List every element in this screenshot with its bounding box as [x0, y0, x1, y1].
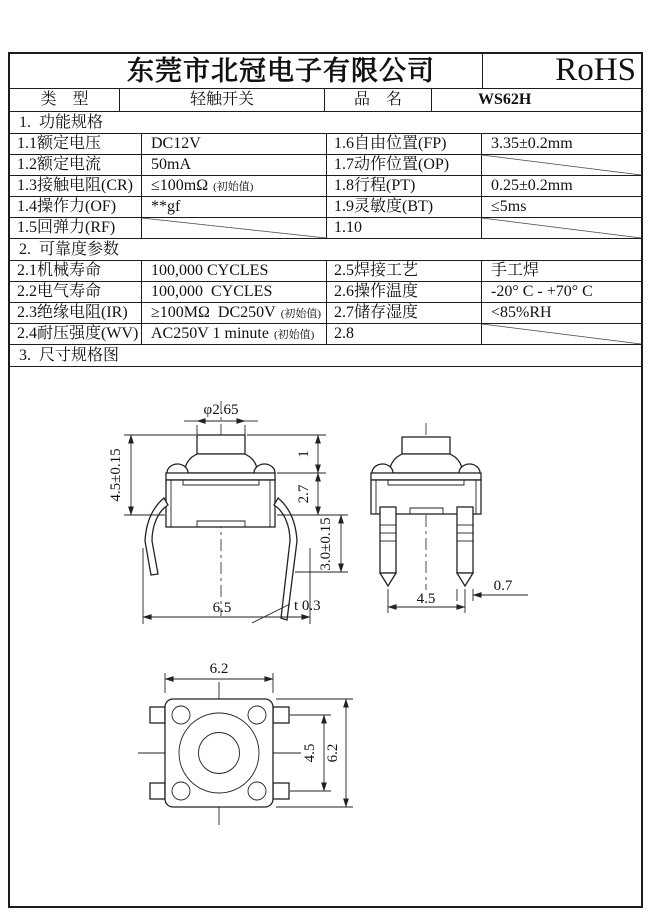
dim-pin-length: 3.0±0.15	[318, 517, 334, 571]
spec-value: **gf	[142, 197, 327, 217]
dim-base-width: 6.2	[209, 661, 229, 677]
product-name-value: WS62H	[478, 91, 532, 108]
spec-label: 1.7动作位置(OP)	[327, 155, 482, 175]
spec-value: <85%RH	[491, 304, 552, 321]
table-row	[10, 155, 641, 176]
dim-lead-span: 6.5	[212, 600, 232, 616]
spec-value-main: ≥100MΩ DC250V	[151, 304, 276, 321]
spec-value: 100,000 CYCLES	[142, 282, 327, 302]
spec-label: 1.6自由位置(FP)	[327, 134, 482, 154]
spec-value-main: AC250V 1 minute	[151, 325, 269, 342]
spec-value: -20° C - +70° C	[491, 283, 593, 300]
dim-body-height: 2.7	[296, 484, 312, 504]
empty-cell-diagonal	[482, 218, 641, 238]
spec-label: 1.10	[327, 218, 482, 238]
spec-value: 0.25±0.2mm	[491, 177, 573, 194]
initial-value-note: (初始值)	[273, 329, 315, 341]
top-view	[138, 661, 353, 825]
spec-label: 1.9灵敏度(BT)	[327, 197, 482, 217]
table-row	[10, 176, 641, 197]
table-row	[10, 324, 641, 345]
spec-label: 2.3绝缘电阻(IR)	[10, 303, 142, 323]
spec-value: 3.35±0.2mm	[491, 135, 573, 152]
spec-label: 2.7储存湿度	[327, 303, 482, 323]
dim-pin-width: 0.7	[493, 578, 513, 594]
company-name: 东莞市北冠电子有限公司	[10, 54, 483, 88]
table-row	[10, 282, 641, 303]
spec-label: 1.4操作力(OF)	[10, 197, 142, 217]
spec-value: 手工焊	[491, 262, 540, 279]
spec-label: 2.6操作温度	[327, 282, 482, 302]
spec-label: 1.3接触电阻(CR)	[10, 176, 142, 196]
type-label: 类 型	[10, 89, 120, 111]
spec-value-main: ≤100mΩ	[151, 177, 209, 194]
empty-cell-diagonal	[482, 155, 641, 175]
document-frame	[8, 52, 643, 908]
type-row	[10, 89, 641, 112]
section-2-title: 2. 可靠度参数	[10, 239, 641, 261]
spec-value	[142, 303, 327, 323]
section-3-title: 3. 尺寸规格图	[10, 345, 641, 367]
spec-label: 2.4耐压强度(WV)	[10, 324, 142, 344]
table-row	[10, 134, 641, 155]
empty-cell-diagonal	[482, 324, 641, 344]
dim-cap-height: 1	[296, 450, 312, 458]
spec-label: 1.8行程(PT)	[327, 176, 482, 196]
spec-value	[142, 324, 327, 344]
spec-label: 2.2电气寿命	[10, 282, 142, 302]
dim-base-height: 6.2	[325, 743, 341, 763]
dim-pin-thickness: t 0.3	[294, 598, 321, 614]
spec-value: ≤5ms	[491, 198, 527, 215]
dim-terminal-span: 4.5	[302, 743, 318, 763]
spec-label: 1.1额定电压	[10, 134, 142, 154]
product-name-label: 品 名	[325, 89, 432, 111]
initial-value-note: (初始值)	[213, 181, 254, 193]
spec-value	[142, 176, 327, 196]
table-row	[10, 197, 641, 218]
table-row	[10, 261, 641, 282]
rohs-mark: RoHS	[555, 52, 636, 88]
dimension-drawings	[10, 367, 641, 906]
side-view	[371, 423, 528, 613]
spec-label: 1.5回弹力(RF)	[10, 218, 142, 238]
spec-label: 1.2额定电流	[10, 155, 142, 175]
table-row	[10, 303, 641, 324]
type-value: 轻触开关	[120, 89, 325, 111]
empty-cell-diagonal	[142, 218, 327, 238]
front-view	[108, 401, 348, 624]
spec-label: 2.8	[327, 324, 482, 344]
spec-value: DC12V	[142, 134, 327, 154]
dim-pin-pitch: 4.5	[416, 591, 436, 607]
dim-stem-diameter: φ2.65	[203, 402, 239, 418]
dim-total-height: 4.5±0.15	[108, 448, 124, 502]
header-row	[10, 54, 641, 89]
spec-value: 100,000 CYCLES	[142, 261, 327, 281]
section-1-title: 1. 功能规格	[10, 112, 641, 134]
initial-value-note: (初始值)	[280, 308, 322, 320]
spec-label: 2.5焊接工艺	[327, 261, 482, 281]
spec-value: 50mA	[142, 155, 327, 175]
spec-label: 2.1机械寿命	[10, 261, 142, 281]
table-row	[10, 218, 641, 239]
